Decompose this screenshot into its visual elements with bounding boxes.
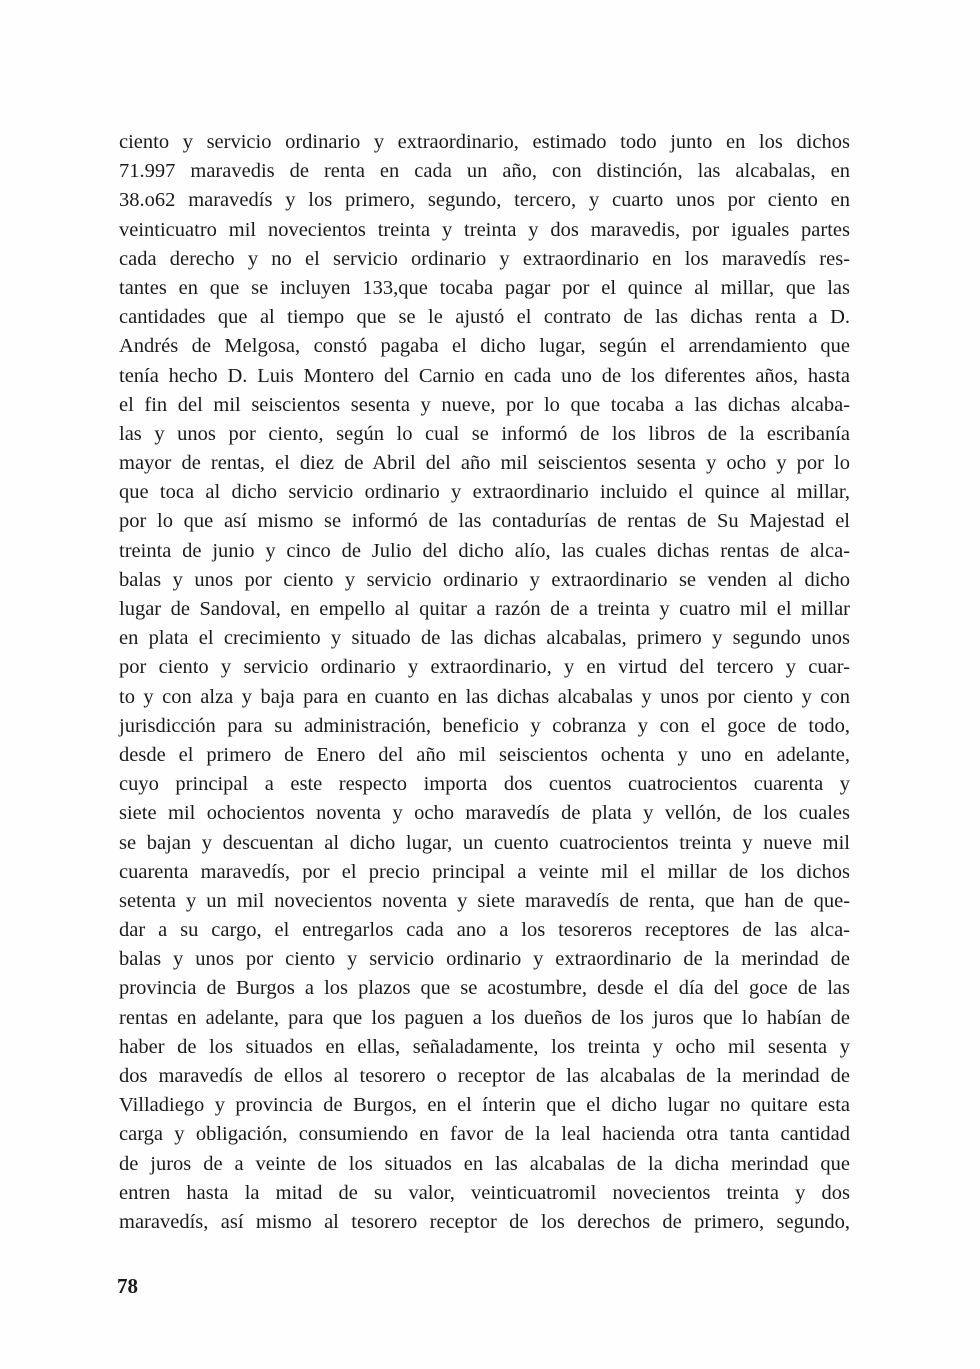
text-line: 71.997 maravedis de renta en cada un año, con distinción, las alcabalas, en: [119, 160, 850, 183]
text-line: por ciento y servicio ordinario y extraordinario, y en virtud del tercero y cuar-: [119, 656, 850, 679]
text-line: cada derecho y no el servicio ordinario y extraordinario en los maravedís res-: [119, 247, 850, 270]
text-line: se bajan y descuentan al dicho lugar, un cuento cuatrocientos treinta y nueve mil: [119, 831, 850, 854]
page-number: 78: [117, 1274, 138, 1298]
text-line: el fin del mil seiscientos sesenta y nueve, por lo que tocaba a las dichas alcaba-: [119, 393, 850, 416]
text-line: cantidades que al tiempo que se le ajustó el contrato de las dichas renta a D.: [119, 306, 850, 329]
text-line: por lo que así mismo se informó de las contadurías de rentas de Su Majestad el: [119, 510, 850, 533]
text-line: en plata el crecimiento y situado de las dichas alcabalas, primero y segundo unos: [119, 627, 850, 650]
text-line: tenía hecho D. Luis Montero del Carnio en cada uno de los diferentes años, hasta: [119, 364, 850, 387]
text-line: rentas en adelante, para que los paguen a los dueños de los juros que lo habían de: [119, 1006, 850, 1029]
text-line: veinticuatro mil novecientos treinta y treinta y dos maravedis, por iguales partes: [119, 218, 850, 241]
text-line: entren hasta la mitad de su valor, veinticuatromil novecientos treinta y dos: [119, 1181, 850, 1204]
text-line: Andrés de Melgosa, constó pagaba el dicho lugar, según el arrendamiento que: [119, 335, 850, 358]
text-line: balas y unos por ciento y servicio ordinario y extraordinario se venden al dicho: [119, 568, 850, 591]
text-line: ciento y servicio ordinario y extraordinario, estimado todo junto en los dichos: [119, 131, 850, 153]
text-line: 38.o62 maravedís y los primero, segundo, tercero, y cuarto unos por ciento en: [119, 189, 850, 212]
text-line: carga y obligación, consumiendo en favor de la leal hacienda otra tanta cantidad: [119, 1123, 850, 1146]
text-line: dos maravedís de ellos al tesorero o receptor de las alcabalas de la merindad de: [119, 1065, 850, 1087]
text-line: Villadiego y provincia de Burgos, en el ínterin que el dicho lugar no quitare esta: [119, 1094, 850, 1117]
text-line: mayor de rentas, el diez de Abril del año mil seiscientos sesenta y ocho y por lo: [119, 452, 850, 475]
text-line: jurisdicción para su administración, beneficio y cobranza y con el goce de todo,: [119, 714, 850, 737]
text-line: to y con alza y baja para en cuanto en las dichas alcabalas y unos por ciento y con: [119, 685, 850, 708]
text-line: las y unos por ciento, según lo cual se informó de los libros de la escribanía: [119, 422, 850, 445]
text-line: que toca al dicho servicio ordinario y extraordinario incluido el quince al millar,: [119, 481, 850, 504]
body-text: [119, 128, 850, 1237]
text-line: haber de los situados en ellas, señaladamente, los treinta y ocho mil sesenta y: [119, 1035, 850, 1058]
text-line: setenta y un mil novecientos noventa y siete maravedís de renta, que han de que-: [119, 889, 850, 912]
text-line: tantes en que se incluyen 133,que tocaba pagar por el quince al millar, que las: [119, 276, 850, 299]
text-line: provincia de Burgos a los plazos que se acostumbre, desde el día del goce de las: [119, 977, 850, 1000]
text-line: maravedís, así mismo al tesorero receptor de los derechos de primero, segundo,: [119, 1210, 850, 1233]
text-line: lugar de Sandoval, en empello al quitar a razón de a treinta y cuatro mil el millar: [119, 598, 850, 620]
text-line: siete mil ochocientos noventa y ocho maravedís de plata y vellón, de los cuales: [119, 802, 850, 825]
text-line: cuyo principal a este respecto importa dos cuentos cuatrocientos cuarenta y: [119, 773, 850, 796]
text-line: de juros de a veinte de los situados en las alcabalas de la dicha merindad que: [119, 1152, 850, 1175]
text-line: balas y unos por ciento y servicio ordinario y extraordinario de la merindad de: [119, 948, 850, 971]
text-line: dar a su cargo, el entregarlos cada ano a los tesoreros receptores de las alca-: [119, 919, 850, 942]
text-line: cuarenta maravedís, por el precio principal a veinte mil el millar de los dichos: [119, 860, 850, 883]
text-line: treinta de junio y cinco de Julio del dicho alío, las cuales dichas rentas de alca-: [119, 539, 850, 562]
text-line: desde el primero de Enero del año mil seiscientos ochenta y uno en adelante,: [119, 743, 850, 766]
